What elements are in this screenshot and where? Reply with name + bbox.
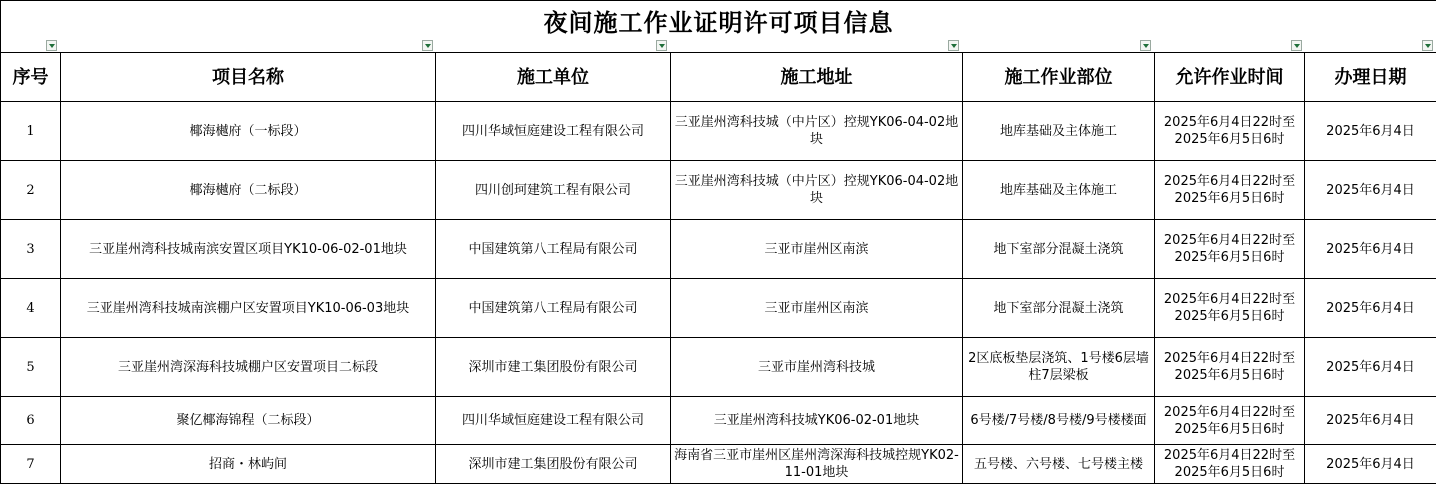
header-date[interactable]: 办理日期 bbox=[1305, 53, 1436, 102]
cell-seq[interactable]: 4 bbox=[1, 279, 61, 338]
table-row bbox=[1, 220, 1436, 279]
table-row bbox=[1, 397, 1436, 445]
cell-date[interactable]: 2025年6月4日 bbox=[1305, 161, 1436, 220]
cell-project-name[interactable]: 聚亿椰海锦程（二标段） bbox=[61, 397, 436, 445]
cell-construction-unit[interactable]: 四川华域恒庭建设工程有限公司 bbox=[436, 397, 671, 445]
cell-seq[interactable]: 6 bbox=[1, 397, 61, 445]
cell-date[interactable]: 2025年6月4日 bbox=[1305, 338, 1436, 397]
cell-construction-unit[interactable]: 中国建筑第八工程局有限公司 bbox=[436, 279, 671, 338]
cell-construction-unit[interactable]: 深圳市建工集团股份有限公司 bbox=[436, 338, 671, 397]
cell-project-name[interactable]: 三亚崖州湾科技城南滨棚户区安置项目YK10-06-03地块 bbox=[61, 279, 436, 338]
header-project-name[interactable]: 项目名称 bbox=[61, 53, 436, 102]
cell-work-part[interactable]: 地库基础及主体施工 bbox=[963, 102, 1155, 161]
cell-seq[interactable]: 1 bbox=[1, 102, 61, 161]
cell-allowed-time[interactable]: 2025年6月4日22时至2025年6月5日6时 bbox=[1155, 397, 1305, 445]
cell-address[interactable]: 三亚崖州湾科技城（中片区）控规YK06-04-02地块 bbox=[671, 161, 963, 220]
cell-seq[interactable]: 3 bbox=[1, 220, 61, 279]
filter-dropdown-icon[interactable] bbox=[948, 40, 959, 51]
cell-address[interactable]: 三亚崖州湾科技城（中片区）控规YK06-04-02地块 bbox=[671, 102, 963, 161]
cell-construction-unit[interactable]: 四川创珂建筑工程有限公司 bbox=[436, 161, 671, 220]
cell-seq[interactable]: 2 bbox=[1, 161, 61, 220]
cell-date[interactable]: 2025年6月4日 bbox=[1305, 102, 1436, 161]
table-row bbox=[1, 445, 1436, 484]
header-seq[interactable]: 序号 bbox=[1, 53, 61, 102]
cell-address[interactable]: 三亚市崖州区南滨 bbox=[671, 220, 963, 279]
cell-date[interactable]: 2025年6月4日 bbox=[1305, 220, 1436, 279]
cell-construction-unit[interactable]: 四川华域恒庭建设工程有限公司 bbox=[436, 102, 671, 161]
cell-allowed-time[interactable]: 2025年6月4日22时至2025年6月5日6时 bbox=[1155, 102, 1305, 161]
cell-allowed-time[interactable]: 2025年6月4日22时至2025年6月5日6时 bbox=[1155, 279, 1305, 338]
header-row bbox=[1, 53, 1436, 102]
table-row bbox=[1, 102, 1436, 161]
cell-allowed-time[interactable]: 2025年6月4日22时至2025年6月5日6时 bbox=[1155, 445, 1305, 484]
cell-address[interactable]: 三亚崖州湾科技城YK06-02-01地块 bbox=[671, 397, 963, 445]
cell-date[interactable]: 2025年6月4日 bbox=[1305, 279, 1436, 338]
cell-allowed-time[interactable]: 2025年6月4日22时至2025年6月5日6时 bbox=[1155, 220, 1305, 279]
cell-seq[interactable]: 5 bbox=[1, 338, 61, 397]
cell-work-part[interactable]: 6号楼/7号楼/8号楼/9号楼楼面 bbox=[963, 397, 1155, 445]
cell-seq[interactable]: 7 bbox=[1, 445, 61, 484]
title-row bbox=[1, 1, 1436, 53]
filter-dropdown-icon[interactable] bbox=[422, 40, 433, 51]
cell-work-part[interactable]: 地库基础及主体施工 bbox=[963, 161, 1155, 220]
cell-work-part[interactable]: 地下室部分混凝土浇筑 bbox=[963, 279, 1155, 338]
filter-dropdown-icon[interactable] bbox=[1422, 40, 1433, 51]
cell-project-name[interactable]: 三亚崖州湾科技城南滨安置区项目YK10-06-02-01地块 bbox=[61, 220, 436, 279]
cell-construction-unit[interactable]: 中国建筑第八工程局有限公司 bbox=[436, 220, 671, 279]
cell-date[interactable]: 2025年6月4日 bbox=[1305, 445, 1436, 484]
cell-work-part[interactable]: 2区底板垫层浇筑、1号楼6层墙柱7层梁板 bbox=[963, 338, 1155, 397]
cell-construction-unit[interactable]: 深圳市建工集团股份有限公司 bbox=[436, 445, 671, 484]
header-address[interactable]: 施工地址 bbox=[671, 53, 963, 102]
cell-project-name[interactable]: 三亚崖州湾深海科技城棚户区安置项目二标段 bbox=[61, 338, 436, 397]
header-allowed-time[interactable]: 允许作业时间 bbox=[1155, 53, 1305, 102]
header-work-part[interactable]: 施工作业部位 bbox=[963, 53, 1155, 102]
filter-dropdown-icon[interactable] bbox=[46, 40, 57, 51]
cell-work-part[interactable]: 五号楼、六号楼、七号楼主楼 bbox=[963, 445, 1155, 484]
filter-dropdown-icon[interactable] bbox=[1140, 40, 1151, 51]
table-row bbox=[1, 279, 1436, 338]
cell-allowed-time[interactable]: 2025年6月4日22时至2025年6月5日6时 bbox=[1155, 161, 1305, 220]
table-row bbox=[1, 161, 1436, 220]
cell-address[interactable]: 海南省三亚市崖州区崖州湾深海科技城控规YK02-11-01地块 bbox=[671, 445, 963, 484]
sheet-title-cell bbox=[1, 1, 1436, 53]
cell-work-part[interactable]: 地下室部分混凝土浇筑 bbox=[963, 220, 1155, 279]
cell-date[interactable]: 2025年6月4日 bbox=[1305, 397, 1436, 445]
cell-address[interactable]: 三亚市崖州区南滨 bbox=[671, 279, 963, 338]
cell-allowed-time[interactable]: 2025年6月4日22时至2025年6月5日6时 bbox=[1155, 338, 1305, 397]
cell-project-name[interactable]: 招商・林屿间 bbox=[61, 445, 436, 484]
cell-project-name[interactable]: 椰海樾府（一标段） bbox=[61, 102, 436, 161]
cell-project-name[interactable]: 椰海樾府（二标段） bbox=[61, 161, 436, 220]
filter-dropdown-icon[interactable] bbox=[656, 40, 667, 51]
sheet-title: 夜间施工作业证明许可项目信息 bbox=[543, 8, 894, 37]
filter-dropdown-icon[interactable] bbox=[1291, 40, 1302, 51]
cell-address[interactable]: 三亚市崖州湾科技城 bbox=[671, 338, 963, 397]
table-row bbox=[1, 338, 1436, 397]
header-construction-unit[interactable]: 施工单位 bbox=[436, 53, 671, 102]
